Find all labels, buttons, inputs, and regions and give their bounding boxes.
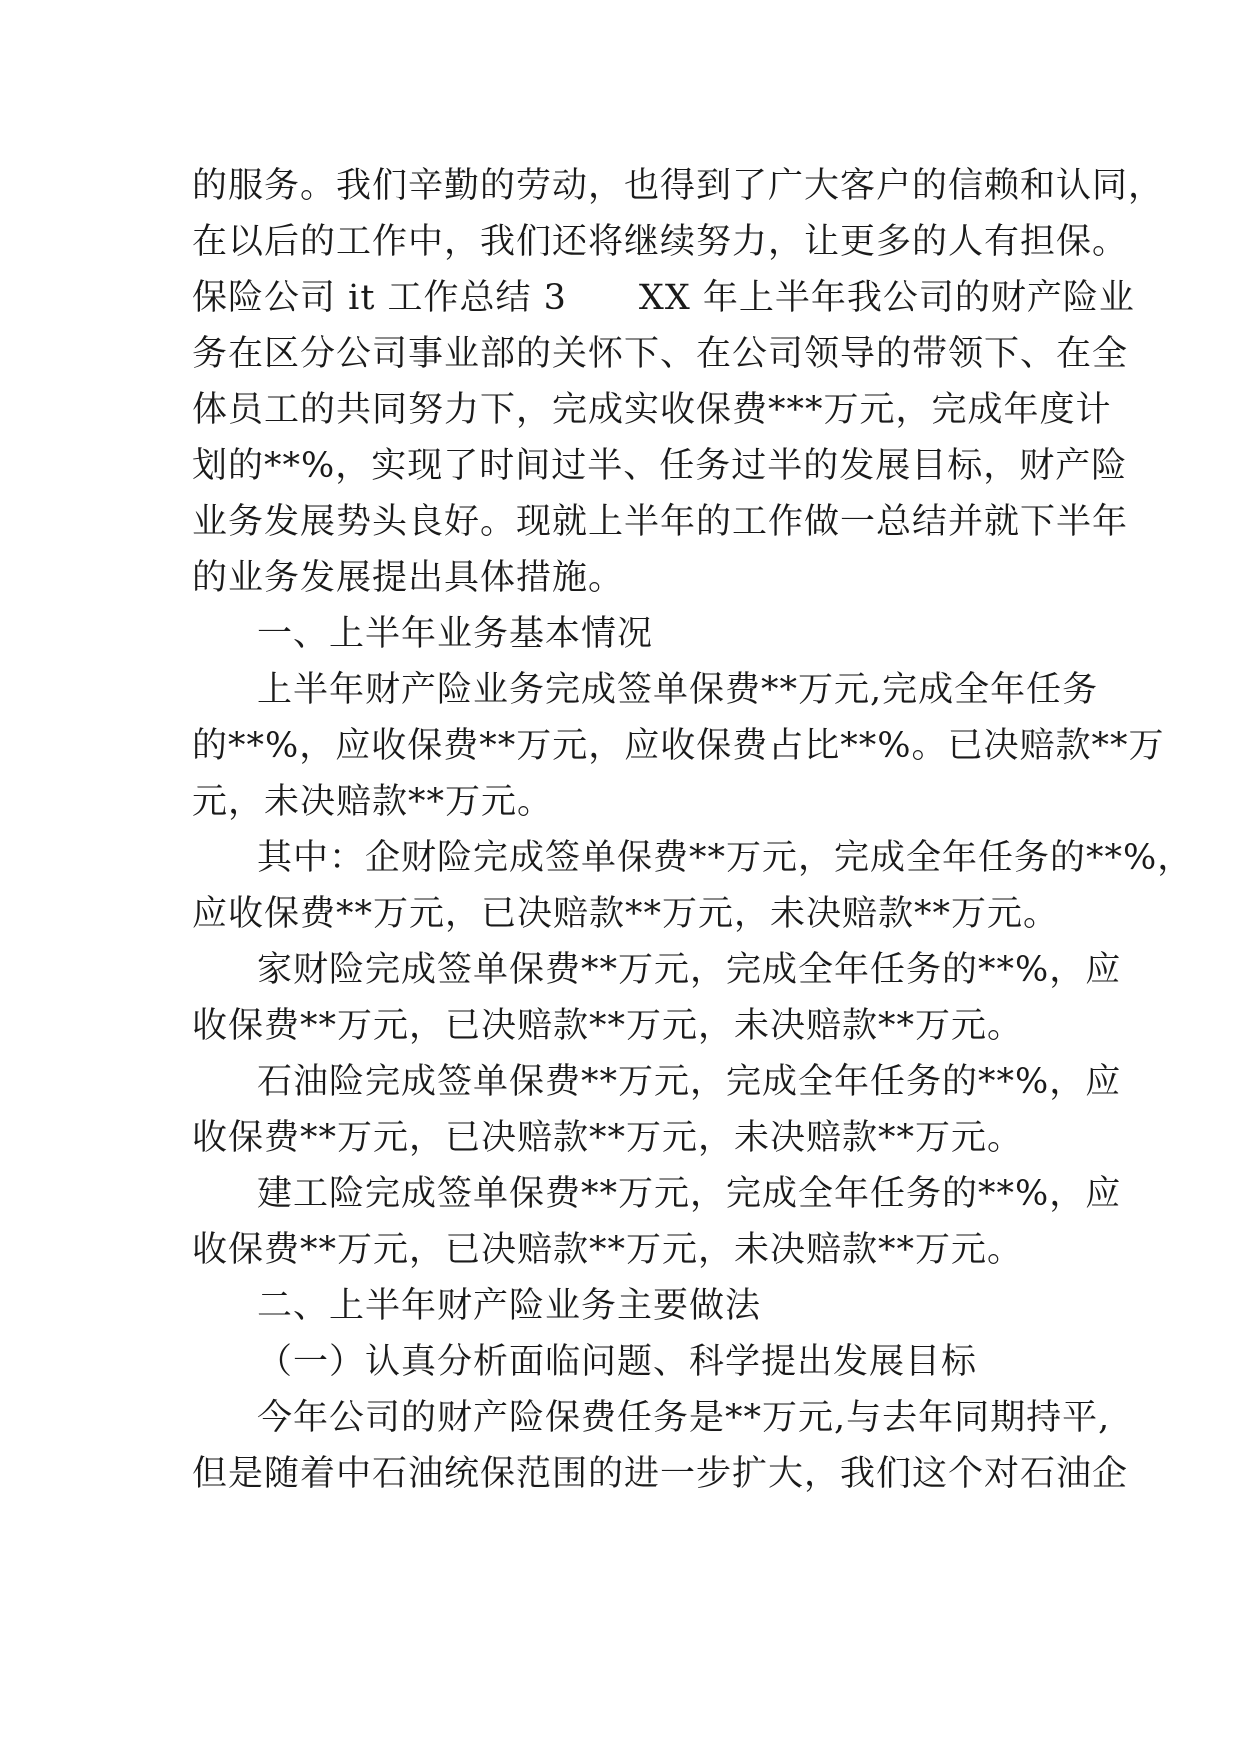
text-line: 的**%，应收保费**万元，应收保费占比**%。已决赔款**万: [192, 726, 1165, 766]
text-line: 元，未决赔款**万元。: [192, 782, 554, 822]
text-line: 石油险完成签单保费**万元，完成全年任务的**%，应: [257, 1062, 1122, 1102]
text-line: 划的**%，实现了时间过半、任务过半的发展目标，财产险: [192, 446, 1128, 486]
text-line: 今年公司的财产险保费任务是**万元,与去年同期持平,: [257, 1398, 1111, 1438]
text-line: 在以后的工作中，我们还将继续努力，让更多的人有担保。: [192, 222, 1129, 262]
text-line: 收保费**万元，已决赔款**万元，未决赔款**万元。: [192, 1006, 1024, 1046]
text-line: 其中：企财险完成签单保费**万元，完成全年任务的**%，: [257, 838, 1194, 878]
text-line: 体员工的共同努力下，完成实收保费***万元，完成年度计: [192, 390, 1112, 430]
text-line: 建工险完成签单保费**万元，完成全年任务的**%，应: [257, 1174, 1122, 1214]
text-line: 的服务。我们辛勤的劳动，也得到了广大客户的信赖和认同，: [192, 166, 1165, 206]
text-line: 收保费**万元，已决赔款**万元，未决赔款**万元。: [192, 1118, 1024, 1158]
section-heading: 一、上半年业务基本情况: [257, 614, 654, 654]
text-line: 务在区分公司事业部的关怀下、在公司领导的带领下、在全: [192, 334, 1129, 374]
text-line: 收保费**万元，已决赔款**万元，未决赔款**万元。: [192, 1230, 1024, 1270]
text-line: 但是随着中石油统保范围的进一步扩大，我们这个对石油企: [192, 1454, 1129, 1494]
section-heading: 二、上半年财产险业务主要做法: [257, 1286, 762, 1326]
text-line: 上半年财产险业务完成签单保费**万元,完成全年任务: [257, 670, 1099, 710]
subsection-heading: （一）认真分析面临问题、科学提出发展目标: [257, 1342, 978, 1382]
text-line: 家财险完成签单保费**万元，完成全年任务的**%，应: [257, 950, 1122, 990]
text-line: 业务发展势头良好。现就上半年的工作做一总结并就下半年: [192, 502, 1129, 542]
text-line: 保险公司 it 工作总结 3 XX 年上半年我公司的财产险业: [192, 278, 1135, 318]
text-line: 的业务发展提出具体措施。: [192, 558, 625, 598]
text-line: 应收保费**万元，已决赔款**万元，未决赔款**万元。: [192, 894, 1060, 934]
